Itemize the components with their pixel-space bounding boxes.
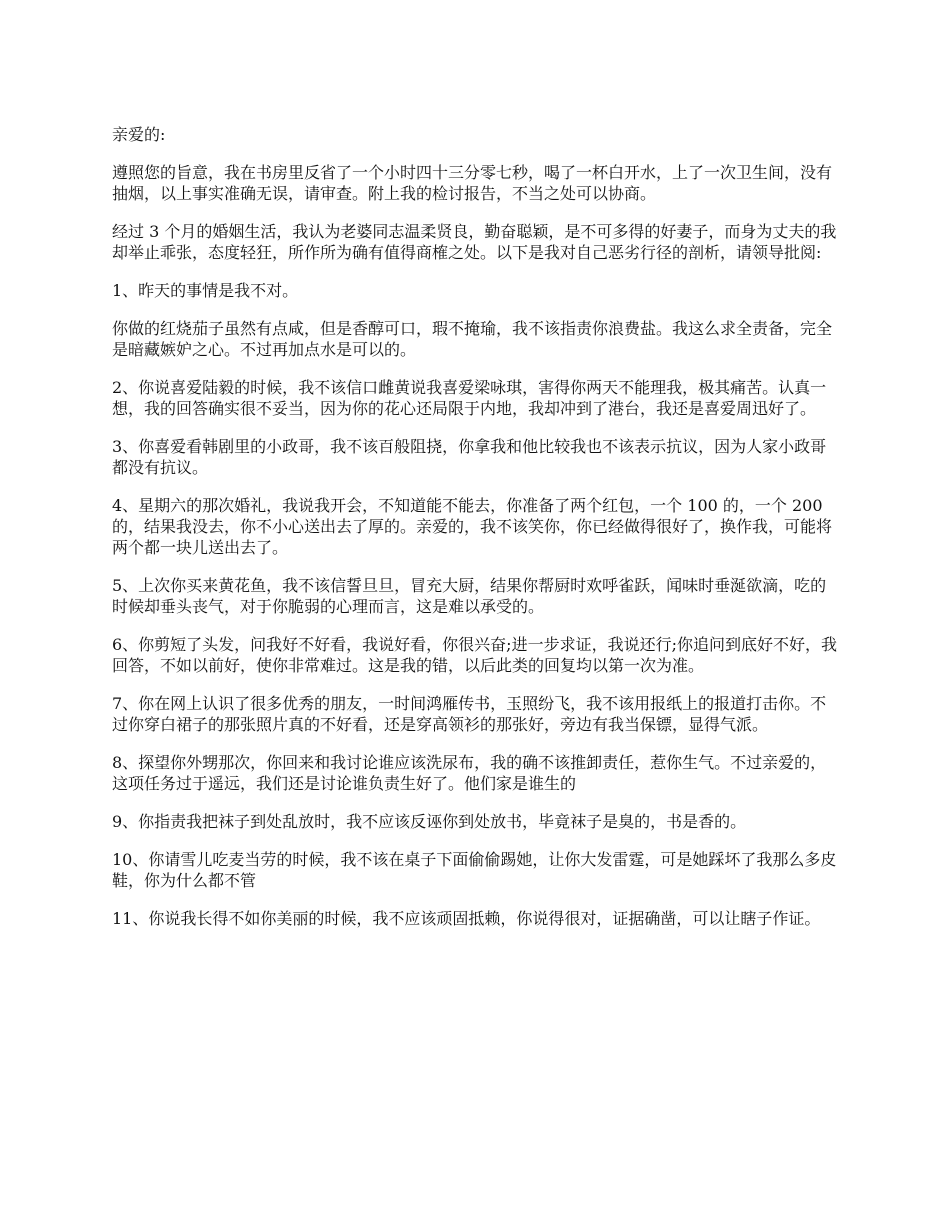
paragraph-10: 7、你在网上认识了很多优秀的朋友，一时间鸿雁传书，玉照纷飞，我不该用报纸上的报道打击你。不过你穿白裙子的那张照片真的不好看，还是穿高领衫的那张好，旁边有我当保镖，显得气派。 [112,694,827,734]
paragraph-4: 你做的红烧茄子虽然有点咸，但是香醇可口，瑕不掩瑜，我不该指责你浪费盐。我这么求全责备，完全是暗藏嫉妒之心。不过再加点水是可以的。 [112,319,833,359]
paragraph-8: 5、上次你买来黄花鱼，我不该信誓旦旦，冒充大厨，结果你帮厨时欢呼雀跃，闻味时垂涎欲滴，吃的时候却垂头丧气，对于你脆弱的心理而言，这是难以承受的。 [112,576,827,616]
paragraph-7: 4、星期六的那次婚礼，我说我开会，不知道能不能去，你准备了两个红包，一个 100 的，一个 200 的，结果我没去，你不小心送出去了厚的。亲爱的，我不该笑你，你已经做得很好了，换作我，可能将两个都一块儿送出去了。 [112,496,833,557]
paragraph-1: 遵照您的旨意，我在书房里反省了一个小时四十三分零七秒，喝了一杯白开水，上了一次卫生间，没有抽烟，以上事实准确无误，请审查。附上我的检讨报告，不当之处可以协商。 [112,163,833,203]
paragraph-14: 11、你说我长得不如你美丽的时候，我不应该顽固抵赖，你说得很对，证据确凿，可以让瞎子作证。 [112,909,821,928]
greeting: 亲爱的: [112,125,166,144]
paragraph-3: 1、昨天的事情是我不对。 [112,281,299,300]
paragraph-2: 经过 3 个月的婚姻生活，我认为老婆同志温柔贤良，勤奋聪颖，是不可多得的好妻子，而身为丈夫的我却举止乖张，态度轻狂，所作所为确有值得商榷之处。以下是我对自己恶劣行径的剖析，请领导批阅: [112,222,837,262]
paragraph-11: 8、探望你外甥那次，你回来和我讨论谁应该洗尿布，我的确不该推卸责任，惹你生气。不过亲爱的，这项任务过于遥远，我们还是讨论谁负责生好了。他们家是谁生的 [112,753,827,793]
paragraph-9: 6、你剪短了头发，问我好不好看，我说好看，你很兴奋;进一步求证，我说还行;你追问到底好不好，我回答，不如以前好，使你非常难过。这是我的错，以后此类的回复均以第一次为准。 [112,635,837,675]
paragraph-12: 9、你指责我把袜子到处乱放时，我不应该反诬你到处放书，毕竟袜子是臭的，书是香的。 [112,812,747,831]
paragraph-5: 2、你说喜爱陆毅的时候，我不该信口雌黄说我喜爱梁咏琪，害得你两天不能理我，极其痛苦。认真一想，我的回答确实很不妥当，因为你的花心还局限于内地，我却冲到了港台，我还是喜爱周迅好了。 [112,378,827,418]
letter-body [112,124,840,946]
paragraph-13: 10、你请雪儿吃麦当劳的时候，我不该在桌子下面偷偷踢她，让你大发雷霆，可是她踩坏了我那么多皮鞋，你为什么都不管 [112,850,837,890]
paragraph-6: 3、你喜爱看韩剧里的小政哥，我不该百般阻挠，你拿我和他比较我也不该表示抗议，因为人家小政哥都没有抗议。 [112,437,827,477]
